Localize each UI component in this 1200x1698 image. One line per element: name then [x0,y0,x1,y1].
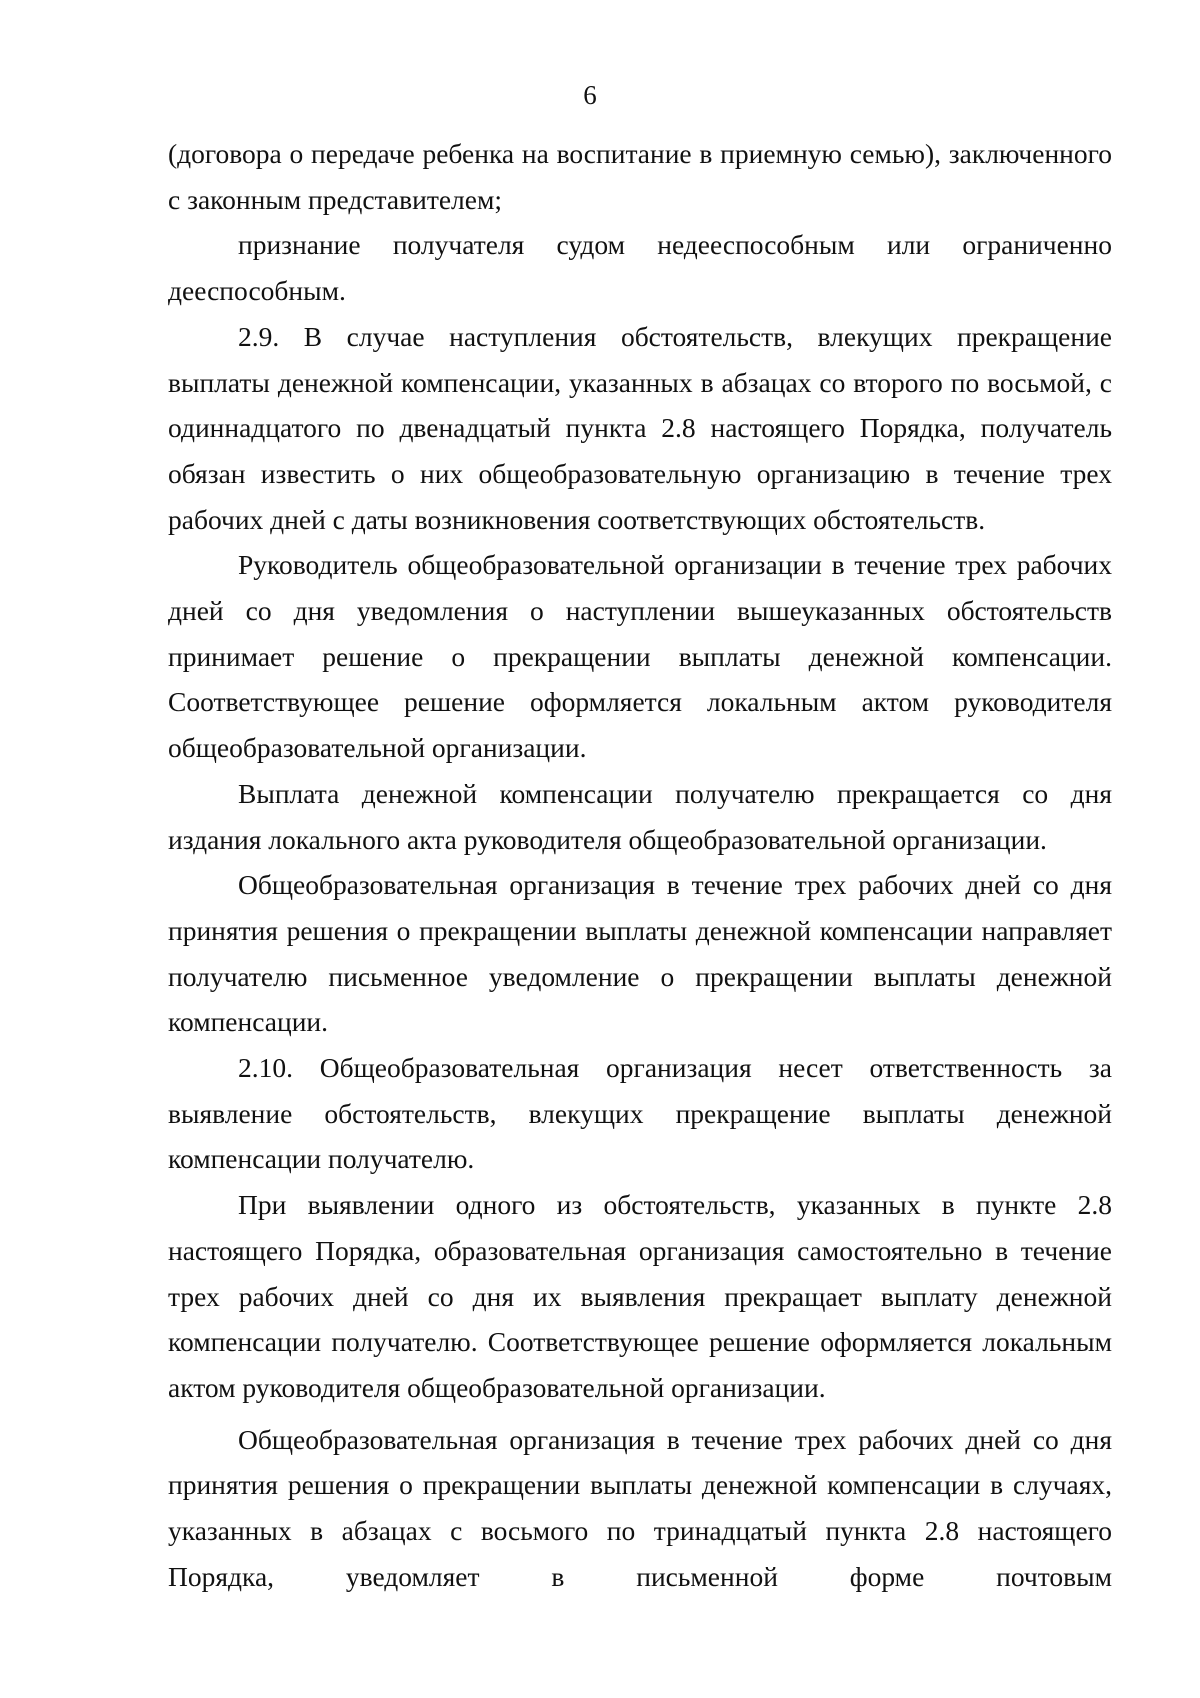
paragraph-written-notice: Общеобразовательная организация в течение трех рабочих дней со дня принятия решения о прекращении выплаты денежной компенсации направляет получателю письменное уведомление о прекращении выплаты денежной компенсации. [168,869,1112,1038]
paragraph-head-decision: Руководитель общеобразовательной организации в течение трех рабочих дней со дня уведомления о наступлении вышеуказанных обстоятельств принимает решение о прекращении выплаты денежной компенсации. Соответствующее решение оформляется локальным актом руководителя общеобразовательной организации. [168,549,1112,764]
paragraph-contract-continuation: (договора о передаче ребенка на воспитание в приемную семью), заключенного с законным представителем; [168,138,1112,215]
page-number: 6 [583,80,597,110]
paragraph-incapacity: признание получателя судом недееспособным или ограниченно дееспособным. [168,229,1112,307]
paragraph-payment-termination: Выплата денежной компенсации получателю прекращается со дня издания локального акта руководителя общеобразовательной организации. [168,777,1112,855]
paragraph-postal-notice: Общеобразовательная организация в течение трех рабочих дней со дня принятия решения о прекращении выплаты денежной компенсации в случаях, указанных в абзацах с восьмого по тринадцатый пункта 2.8 настоящего Порядка, уведомляет в письменной форме почтовым [168,1423,1112,1592]
document-body [168,131,1112,1600]
paragraph-clause-2-9: 2.9. В случае наступления обстоятельств, влекущих прекращение выплаты денежной компенсации, указанных в абзацах со второго по восьмой, с одиннадцатого по двенадцатый пункта 2.8 настоящего Порядка, получатель обязан известить о них общеобразовательную организацию в течение трех рабочих дней с даты возникновения соответствующих обстоятельств. [168,320,1112,535]
paragraph-detection: При выявлении одного из обстоятельств, указанных в пункте 2.8 настоящего Порядка, образовательная организация самостоятельно в течение трех рабочих дней со дня их выявления прекращает выплату денежной компенсации получателю. Соответствующее решение оформляется локальным актом руководителя общеобразовательной организации. [168,1189,1112,1403]
paragraph-clause-2-10: 2.10. Общеобразовательная организация несет ответственность за выявление обстоятельств, влекущих прекращение выплаты денежной компенсации получателю. [168,1052,1112,1175]
